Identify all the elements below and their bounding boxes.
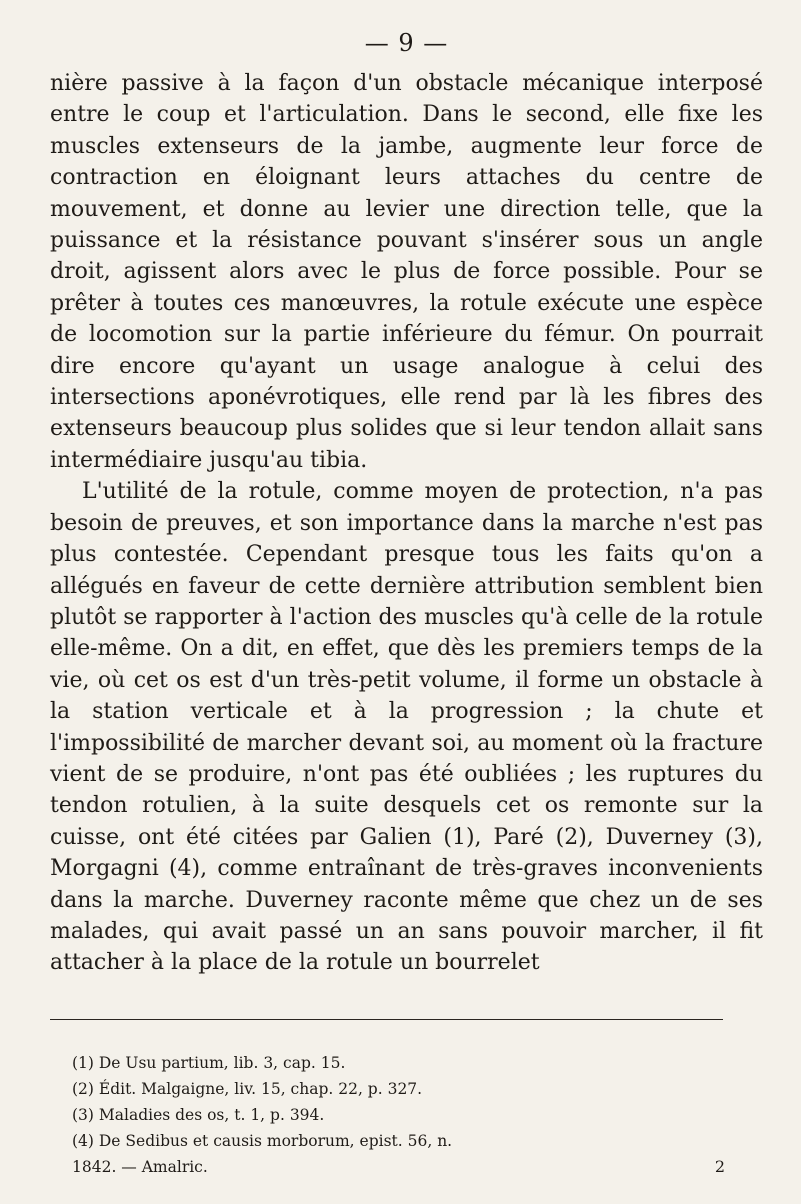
footnotes xyxy=(50,1050,763,1180)
paragraph: L'utilité de la rotule, comme moyen de protection, n'a pas besoin de preuves, et son importance dans la marche n'est pas plus contestée. Cependant presque tous les faits qu'on a allégués en faveur de cette dernière attribution semblent bien plutôt se rapporter à l'action des muscles qu'à celle de la rotule elle-même. On a dit, en effet, que dès les premiers temps de la vie, où cet os est d'un très-petit volume, il forme un obstacle à la station verticale et à la progression ; la chute et l'impossibilité de marcher devant soi, au moment où la fracture vient de se produire, n'ont pas été oubliées ; les ruptures du tendon rotulien, à la suite desquels cet os remonte sur la cuisse, ont été citées par Galien (1), Paré (2), Duverney (3), Morgagni (4), comme entraînant de très-graves inconvenients dans la marche. Duverney raconte même que chez un de ses malades, qui avait passé un an sans pouvoir marcher, il fit attacher à la place de la rotule un bourrelet xyxy=(50,479,763,976)
body-text xyxy=(50,68,763,979)
paragraph: nière passive à la façon d'un obstacle mécanique interposé entre le coup et l'articulation. Dans le second, elle fixe les muscles extenseurs de la jambe, augmente leur force de contraction en éloignant leurs attaches du centre de mouvement, et donne au levier une direction telle, que la puissance et la résistance pouvant s'insérer sous un angle droit, agissent alors avec le plus de force possible. Pour se prêter à toutes ces manœuvres, la rotule exécute une espèce de locomotion sur la partie inférieure du fémur. On pourrait dire encore qu'ayant un usage analogue à celui des intersections aponévrotiques, elle rend par là les fibres des extenseurs beaucoup plus solides que si leur tendon allait sans intermédiaire jusqu'au tibia. xyxy=(50,71,763,473)
footnote: 1842. — Amalric. xyxy=(72,1157,208,1176)
footnote: (3) Maladies des os, t. 1, p. 394. xyxy=(72,1105,325,1124)
page-number: — 9 — xyxy=(364,29,449,57)
signature-mark: 2 xyxy=(714,1156,725,1176)
footnote-line xyxy=(72,1154,733,1180)
footnote-divider xyxy=(50,1019,723,1020)
footnote: (2) Édit. Malgaigne, liv. 15, chap. 22, p. 327. xyxy=(72,1079,423,1098)
footnote: (1) De Usu partium, lib. 3, cap. 15. xyxy=(72,1053,346,1072)
footnote: (4) De Sedibus et causis morborum, epist. 56, n. xyxy=(72,1131,453,1150)
